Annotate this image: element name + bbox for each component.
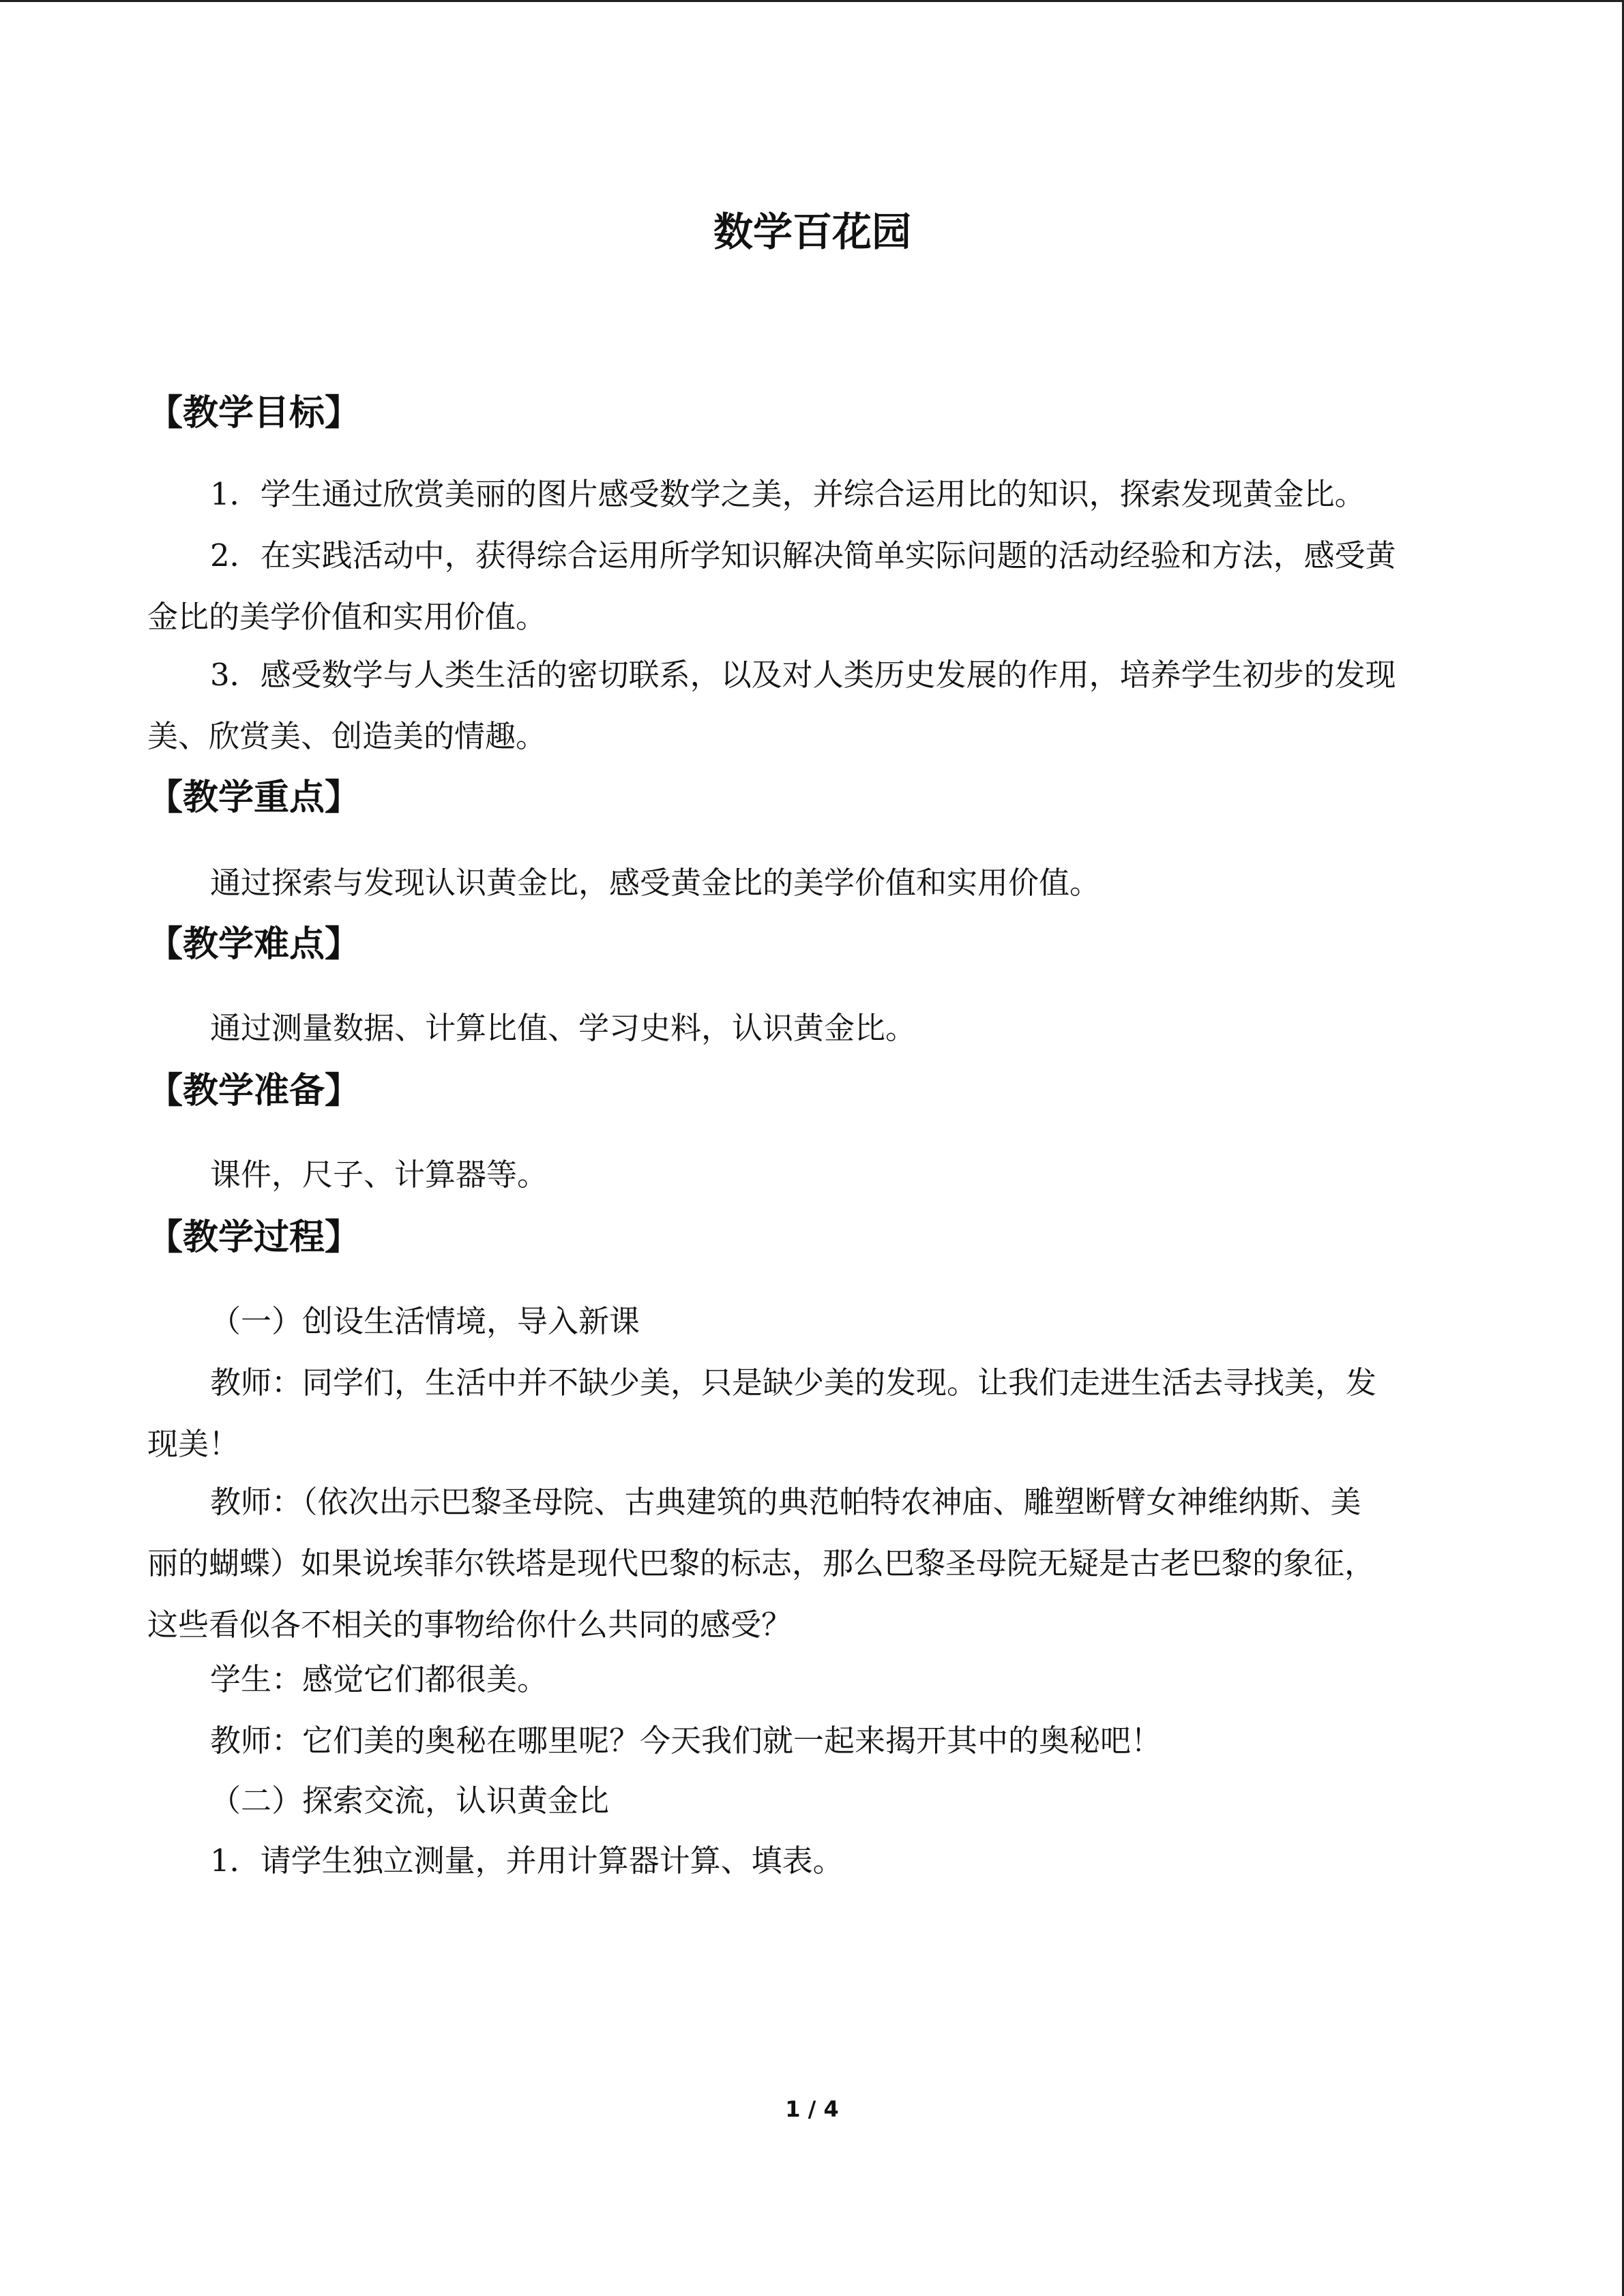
goal-item-2: [147, 525, 1477, 648]
text-line: 1．学生通过欣赏美丽的图片感受数学之美，并综合运用比的知识，探索发现黄金比。: [210, 476, 1365, 512]
text-line: 教师：它们美的奥秘在哪里呢？今天我们就一起来揭开其中的奥秘吧！: [210, 1723, 1162, 1759]
goal-item-1: [147, 464, 1477, 525]
heading-preparation: 【教学准备】: [147, 1071, 361, 1112]
heading-teaching-goals: 【教学目标】: [147, 393, 361, 434]
heading-key-points: 【教学重点】: [147, 777, 361, 818]
heading-difficulties: 【教学难点】: [147, 924, 361, 965]
key-points-text: [147, 852, 1477, 914]
text-line: 现美！: [147, 1426, 240, 1462]
process-paragraph-3: [147, 1472, 1477, 1656]
process-paragraph-7: [147, 1830, 1477, 1892]
text-line: 教师：同学们，生活中并不缺少美，只是缺少美的发现。让我们走进生活去寻找美，发: [210, 1365, 1377, 1401]
text-line: 教师：（依次出示巴黎圣母院、古典建筑的典范帕特农神庙、雕塑断臂女神维纳斯、美: [210, 1484, 1361, 1520]
text-line: 金比的美学价值和实用价值。: [147, 599, 547, 635]
text-line: 2．在实践活动中，获得综合运用所学知识解决简单实际问题的活动经验和方法，感受黄: [210, 537, 1396, 573]
goal-item-3: [147, 644, 1477, 767]
difficulties-text: [147, 998, 1477, 1059]
text-line: 丽的蝴蝶）如果说埃菲尔铁塔是现代巴黎的标志，那么巴黎圣母院无疑是古老巴黎的象征，: [147, 1545, 1376, 1581]
text-line: 1．请学生独立测量，并用计算器计算、填表。: [210, 1843, 844, 1879]
text-line: （二）探索交流，认识黄金比: [210, 1783, 610, 1819]
process-paragraph-5: [147, 1710, 1477, 1772]
document-title: 数学百花园: [713, 209, 911, 255]
heading-process: 【教学过程】: [147, 1217, 361, 1258]
text-line: 通过测量数据、计算比值、学习史料，认识黄金比。: [210, 1010, 917, 1046]
text-line: 学生：感觉它们都很美。: [210, 1661, 548, 1697]
text-line: 3．感受数学与人类生活的密切联系，以及对人类历史发展的作用，培养学生初步的发现: [210, 657, 1396, 693]
text-line: 通过探索与发现认识黄金比，感受黄金比的美学价值和实用价值。: [210, 865, 1101, 901]
text-line: 课件，尺子、计算器等。: [210, 1157, 548, 1193]
process-paragraph-6: [147, 1770, 1477, 1832]
preparation-text: [147, 1144, 1477, 1206]
process-paragraph-2: [147, 1352, 1477, 1475]
page-number: 1 / 4: [785, 2096, 839, 2122]
process-paragraph-4: [147, 1649, 1477, 1710]
process-paragraph-1: [147, 1291, 1477, 1352]
text-line: （一）创设生活情境，导入新课: [210, 1303, 640, 1339]
text-line: 这些看似各不相关的事物给你什么共同的感受？: [147, 1607, 793, 1643]
text-line: 美、欣赏美、创造美的情趣。: [147, 718, 547, 754]
